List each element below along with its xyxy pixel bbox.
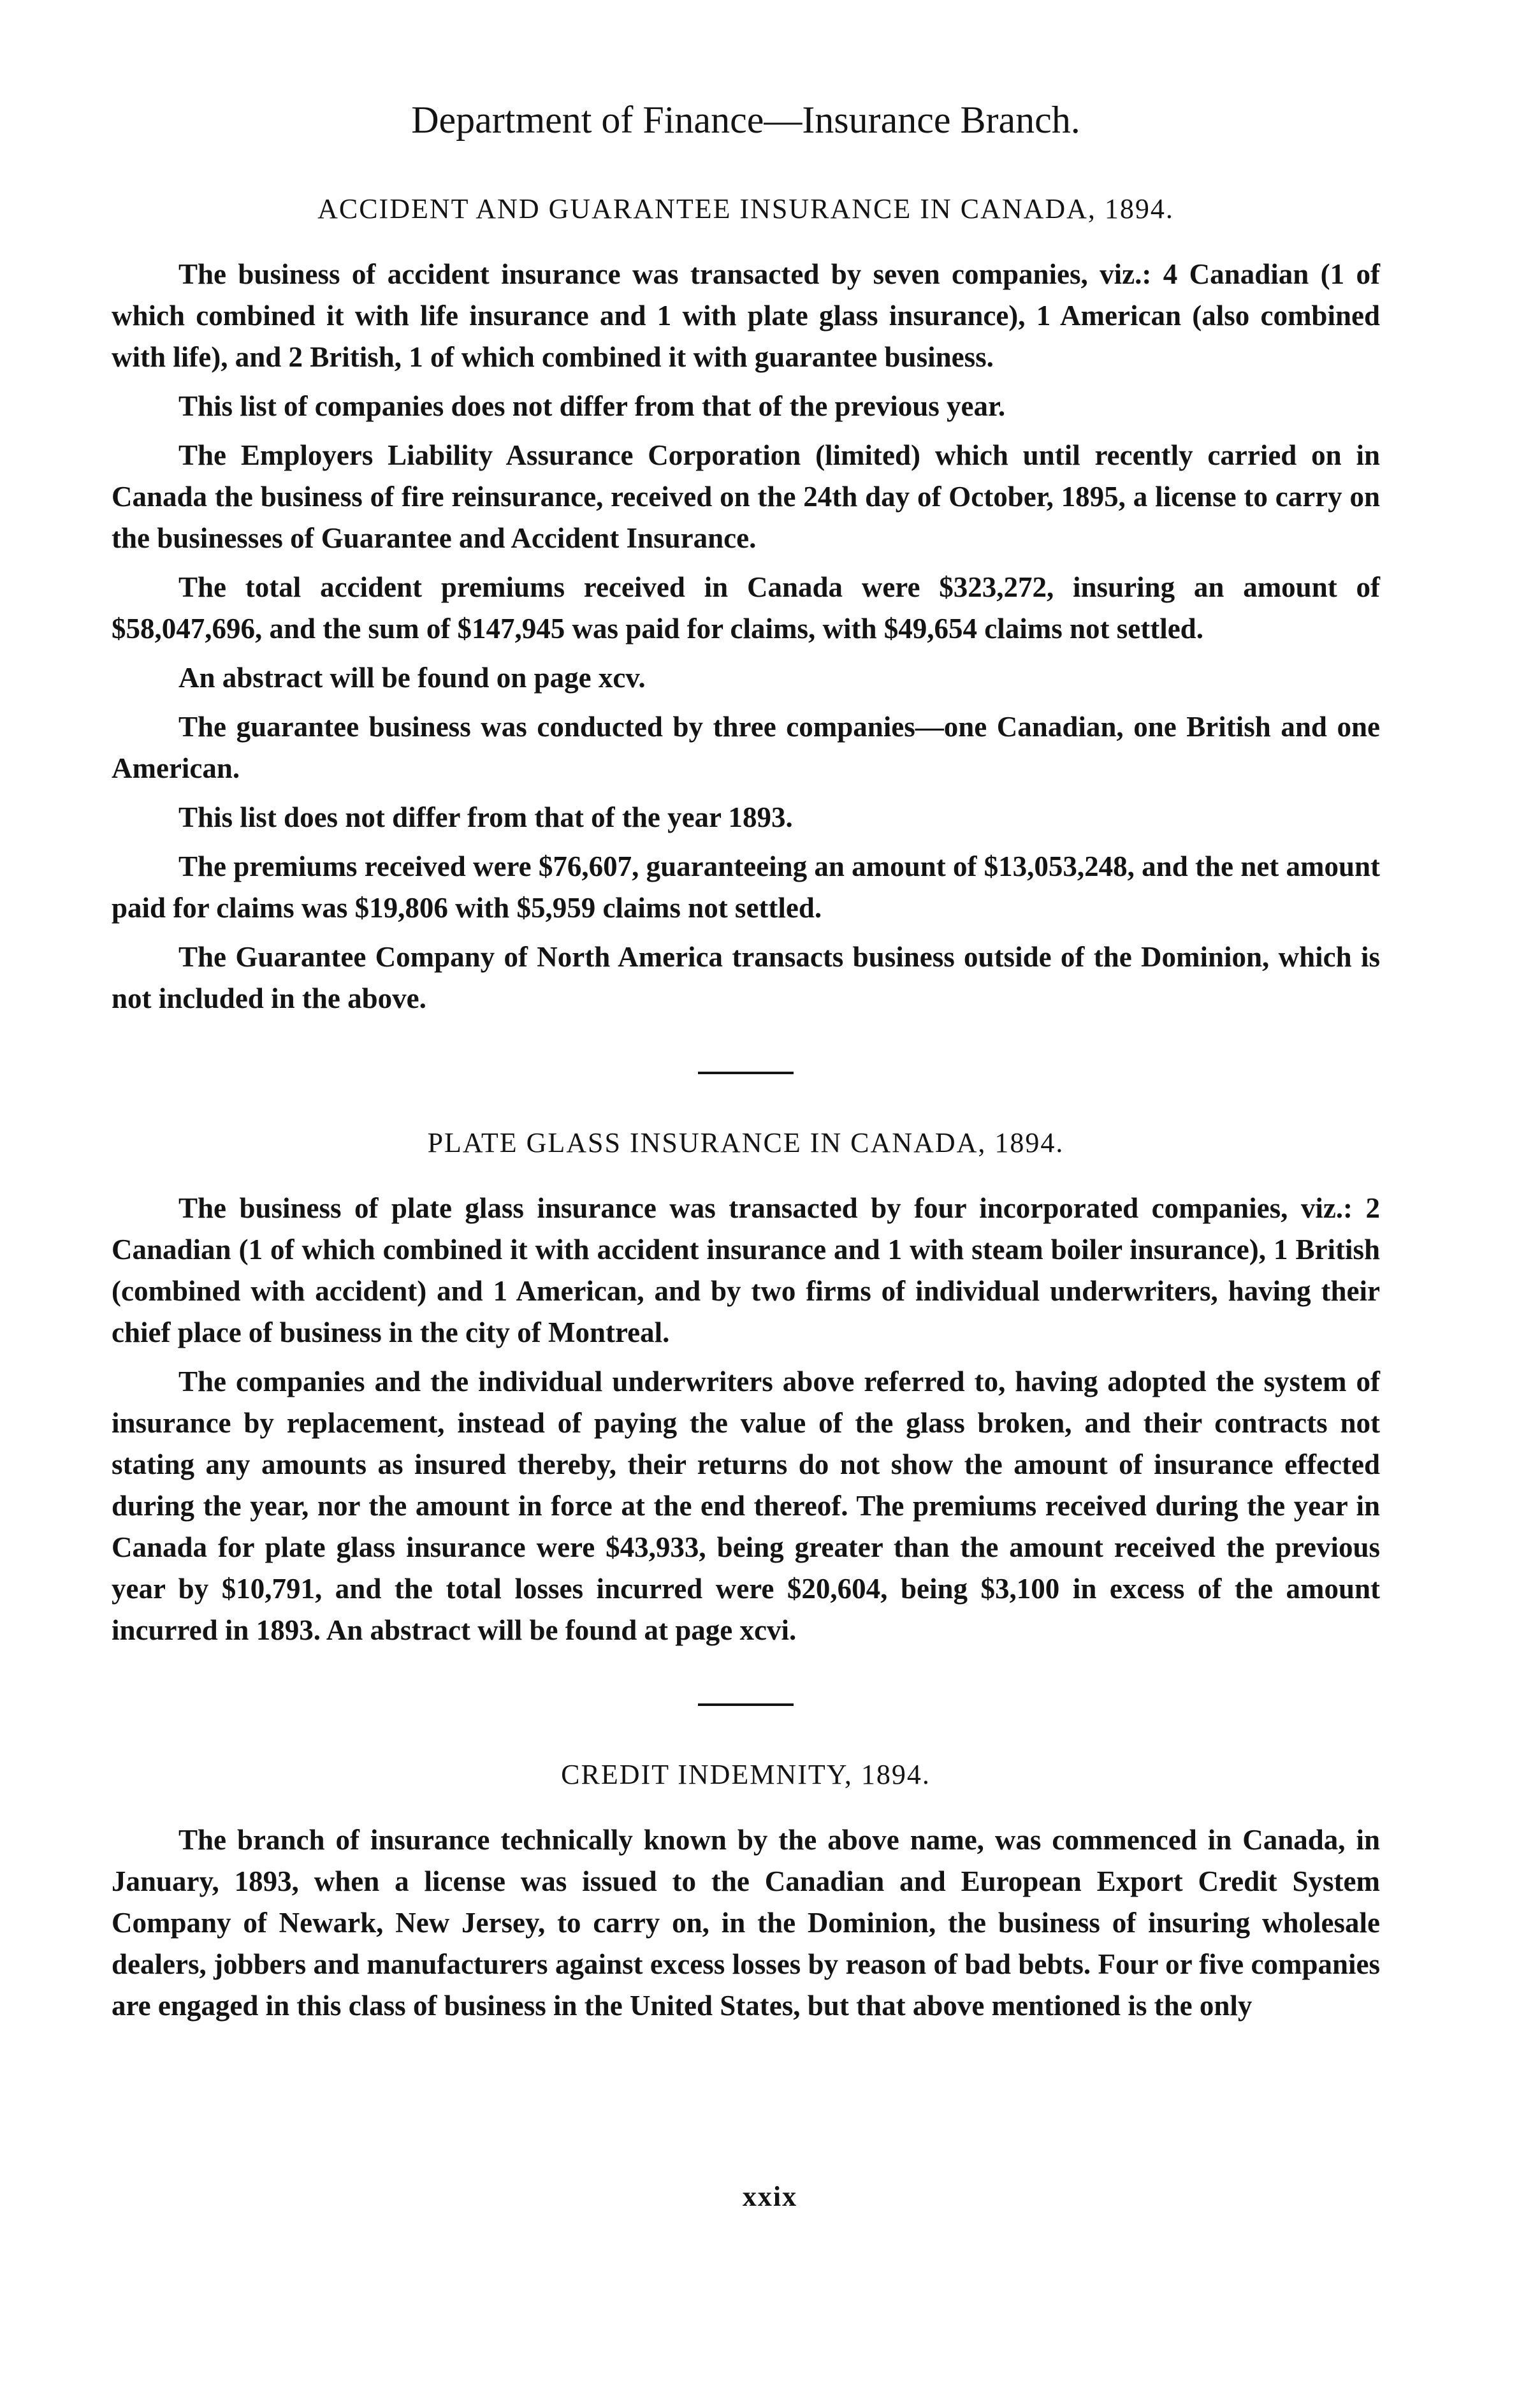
paragraph: The Guarantee Company of North America transacts business outside of the Dominion, which is not included in the above. (112, 941, 1380, 1014)
section-accident-guarantee (112, 190, 1380, 1019)
section-divider (698, 1072, 794, 1074)
paragraph: The guarantee business was conducted by three companies—one Canadian, one British and one American. (112, 711, 1380, 784)
section-credit-indemnity (112, 1756, 1380, 2027)
paragraph: The branch of insurance technically known by the above name, was commenced in Canada, in January, 1893, when a license was issued to the Canadian and European Export Credit System Company of Newark, New Jersey, to carry on, in the Dominion, the business of insuring wholesale dealers, jobbers and manufacturers against excess losses by reason of bad bebts. Four or five companies are engaged in this class of business in the United States, but that above mentioned is the only (112, 1824, 1380, 2022)
paragraph: This list of companies does not differ from that of the previous year. (178, 390, 1006, 422)
paragraph: The total accident premiums received in Canada were $323,272, insuring an amount of $58,047,696, and the sum of $147,945 was paid for claims, with $49,654 claims not settled. (112, 571, 1380, 645)
section-divider (698, 1703, 794, 1706)
paragraph: An abstract will be found on page xcv. (178, 662, 646, 694)
section-title: PLATE GLASS INSURANCE IN CANADA, 1894. (427, 1127, 1064, 1158)
paragraph: The business of plate glass insurance was transacted by four incorporated companies, viz.: 2 Canadian (1 of which combined it with accident insurance and 1 with steam boiler insurance), 1 British (combined with accident) and 1 American, and by two firms of individual underwriters, having their chief place of business in the city of Montreal. (112, 1192, 1380, 1348)
section-plate-glass (112, 1124, 1380, 1651)
paragraph: This list does not differ from that of the year 1893. (178, 801, 793, 833)
section-title: CREDIT INDEMNITY, 1894. (561, 1759, 931, 1790)
paragraph: The business of accident insurance was transacted by seven companies, viz.: 4 Canadian (1 of which combined it with life insurance and 1 with plate glass insurance), 1 American (also combined with life), and 2 British, 1 of which combined it with guarantee business. (112, 258, 1380, 373)
running-head: Department of Finance—Insurance Branch. (411, 99, 1080, 141)
paragraph: The Employers Liability Assurance Corporation (limited) which until recently carried on in Canada the business of fire reinsurance, received on the 24th day of October, 1895, a license to carry on the businesses of Guarantee and Accident Insurance. (112, 439, 1380, 554)
paragraph: The premiums received were $76,607, guaranteeing an amount of $13,053,248, and the net amount paid for claims was $19,806 with $5,959 claims not settled. (112, 850, 1380, 924)
document-page (112, 96, 1380, 2034)
page-number: xxix (742, 2181, 798, 2212)
paragraph: The companies and the individual underwriters above referred to, having adopted the system of insurance by replacement, instead of paying the value of the glass broken, and their contracts not stating any amounts as insured thereby, their returns do not show the amount of insurance effected during the year, nor the amount in force at the end thereof. The premiums received during the year in Canada for plate glass insurance were $43,933, being greater than the amount received the previous year by $10,791, and the total losses incurred were $20,604, being $3,100 in excess of the amount incurred in 1893. An abstract will be found at page xcvi. (112, 1366, 1380, 1646)
section-title: ACCIDENT AND GUARANTEE INSURANCE IN CANADA, 1894. (317, 193, 1174, 224)
